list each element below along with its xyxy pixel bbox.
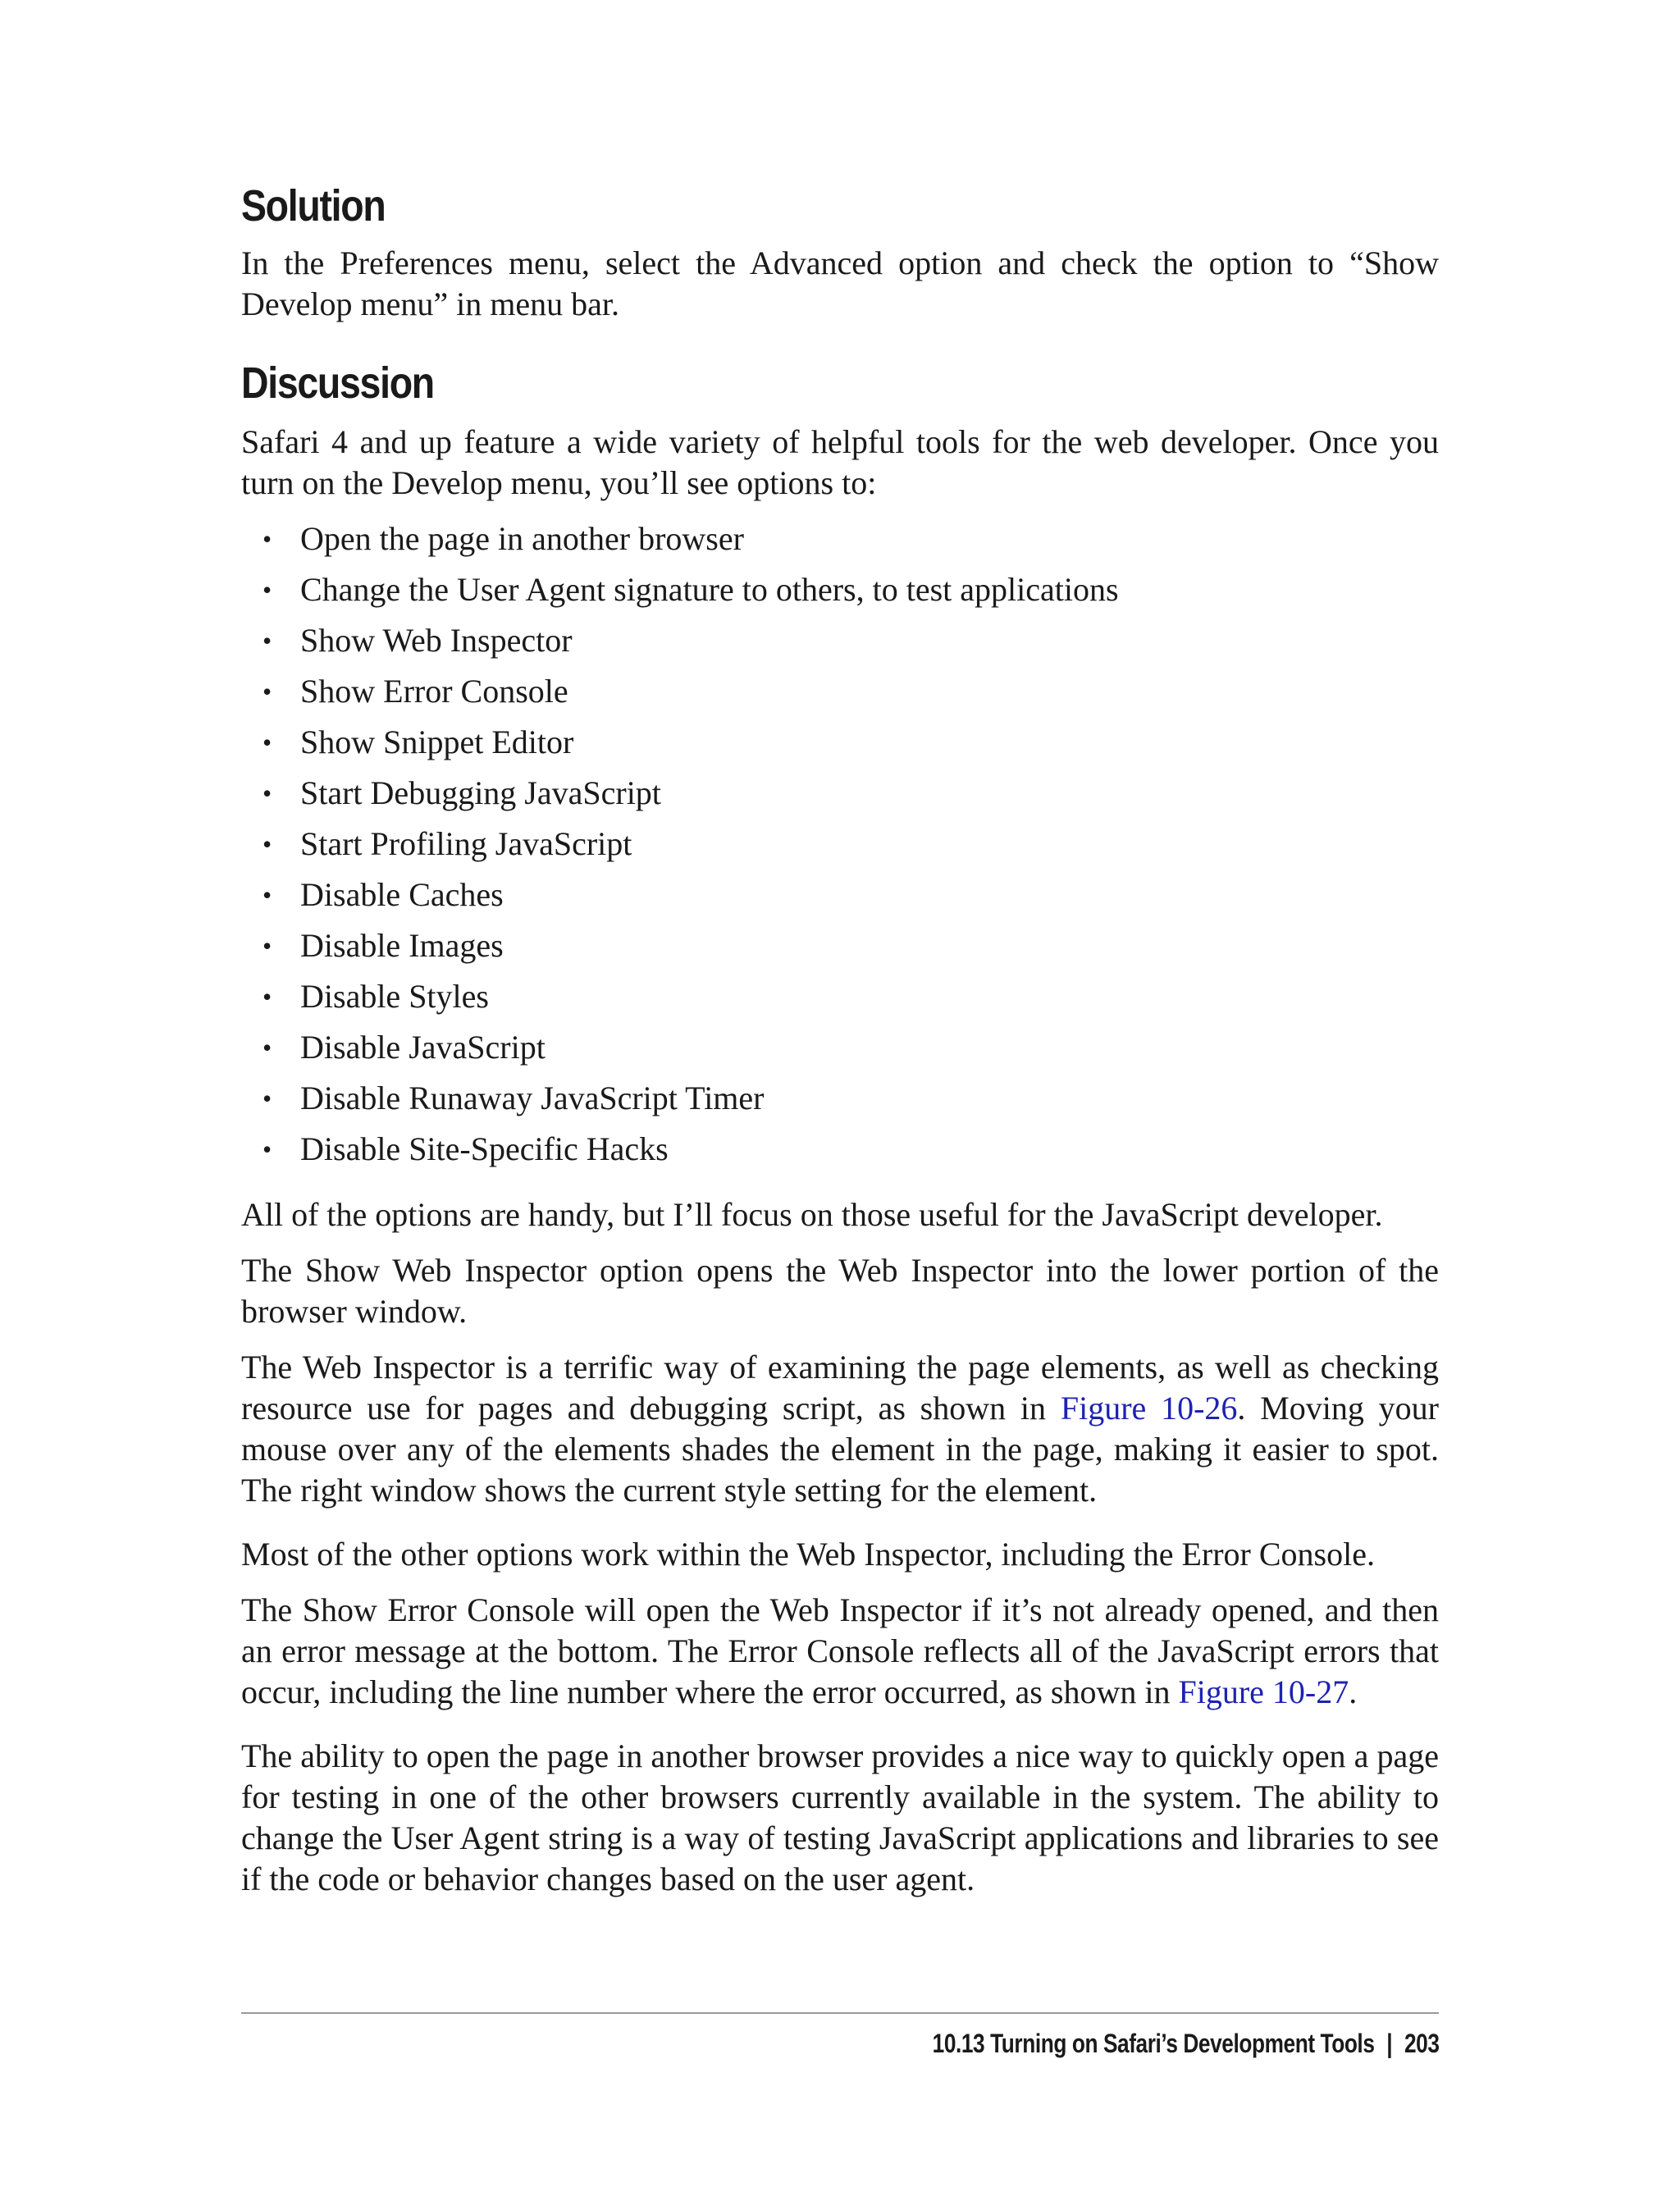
list-item-text: Show Snippet Editor <box>300 724 574 760</box>
solution-heading: Solution <box>241 181 386 231</box>
list-item-text: Show Error Console <box>300 673 568 710</box>
list-item <box>241 620 1439 671</box>
bullet-icon: • <box>262 880 272 910</box>
list-item-text: Change the User Agent signature to others, to test applications <box>300 571 1119 608</box>
list-item-text: Disable Site-Specific Hacks <box>300 1130 669 1167</box>
list-item <box>241 1129 1439 1180</box>
bullet-icon: • <box>262 778 272 808</box>
bullet-icon: • <box>262 626 272 655</box>
list-item <box>241 569 1439 620</box>
bullet-icon: • <box>262 1134 272 1164</box>
list-item <box>241 671 1439 722</box>
paragraph-text: The Show Error Console will open the Web Inspector if it’s not already opened, and then an error message at the bottom. The Error Console reflects all of the JavaScript errors that occur, including the line number where the error occurred, as shown in <box>241 1591 1439 1710</box>
list-item-text: Show Web Inspector <box>300 622 573 659</box>
footer-separator: | <box>1386 2029 1392 2058</box>
list-item-text: Disable Caches <box>300 876 504 913</box>
paragraph-other-browser: The ability to open the page in another browser provides a nice way to quickly open a page for testing in one of the other browsers currently available in the system. The ability to change the User Agent string is a way of testing JavaScript applications and libraries to see if the code or behavior changes based on the user agent. <box>241 1737 1439 1897</box>
bullet-icon: • <box>262 931 272 961</box>
paragraph-web-inspector <box>241 1347 1439 1511</box>
list-item <box>241 976 1439 1027</box>
list-item-text: Start Profiling JavaScript <box>300 825 632 862</box>
bullet-icon: • <box>262 829 272 859</box>
solution-text: In the Preferences menu, select the Advanced option and check the option to “Show Develop menu” in menu bar. <box>241 244 1439 322</box>
list-item <box>241 925 1439 976</box>
list-item-text: Disable Runaway JavaScript Timer <box>300 1080 765 1116</box>
bullet-icon: • <box>262 1033 272 1062</box>
paragraph-options-handy: All of the options are handy, but I’ll focus on those useful for the JavaScript developer. <box>241 1196 1383 1233</box>
paragraph-text: The Web Inspector is a terrific way of examining the page elements, as well as checking resource use for pages and debugging script, as shown in <box>241 1349 1439 1427</box>
list-item <box>241 1078 1439 1129</box>
bullet-icon: • <box>262 982 272 1011</box>
list-item-text: Open the page in another browser <box>300 520 744 557</box>
list-item <box>241 773 1439 824</box>
list-item <box>241 1027 1439 1078</box>
list-item <box>241 518 1439 569</box>
paragraph-text: . <box>1349 1673 1358 1710</box>
figure-10-27-link[interactable]: Figure 10-27 <box>1178 1673 1349 1710</box>
paragraph-show-web-inspector: The Show Web Inspector option opens the Web Inspector into the lower portion of the browser window. <box>241 1252 1439 1330</box>
paragraph-other-options: Most of the other options work within the Web Inspector, including the Error Console. <box>241 1536 1375 1573</box>
list-item <box>241 722 1439 773</box>
list-item-text: Start Debugging JavaScript <box>300 774 661 811</box>
page-body <box>241 177 1439 1900</box>
discussion-intro: Safari 4 and up feature a wide variety of helpful tools for the web developer. Once you turn on the Develop menu, you’ll see options to: <box>241 423 1439 501</box>
footer-section-title: 10.13 Turning on Safari’s Development Tools <box>932 2029 1374 2058</box>
list-item-text: Disable Images <box>300 927 504 964</box>
list-item-text: Disable Styles <box>300 978 489 1015</box>
page-number: 203 <box>1404 2029 1439 2058</box>
paragraph-text: . Moving your mouse over any of the elements shades the element in the page, making it easier to spot. The right window shows the current style setting for the element. <box>241 1390 1439 1509</box>
list-item-text: Disable JavaScript <box>300 1029 546 1066</box>
bullet-icon: • <box>262 524 272 554</box>
list-item <box>241 824 1439 874</box>
bullet-icon: • <box>262 575 272 605</box>
bullet-icon: • <box>262 677 272 706</box>
figure-10-26-link[interactable]: Figure 10-26 <box>1060 1390 1238 1427</box>
bullet-icon: • <box>262 728 272 757</box>
bullet-icon: • <box>262 1084 272 1113</box>
discussion-heading: Discussion <box>241 358 434 408</box>
page-footer <box>932 2023 1439 2064</box>
develop-menu-options-list <box>241 518 1439 1180</box>
footer-divider <box>241 2012 1439 2014</box>
list-item <box>241 874 1439 925</box>
paragraph-error-console <box>241 1590 1439 1713</box>
